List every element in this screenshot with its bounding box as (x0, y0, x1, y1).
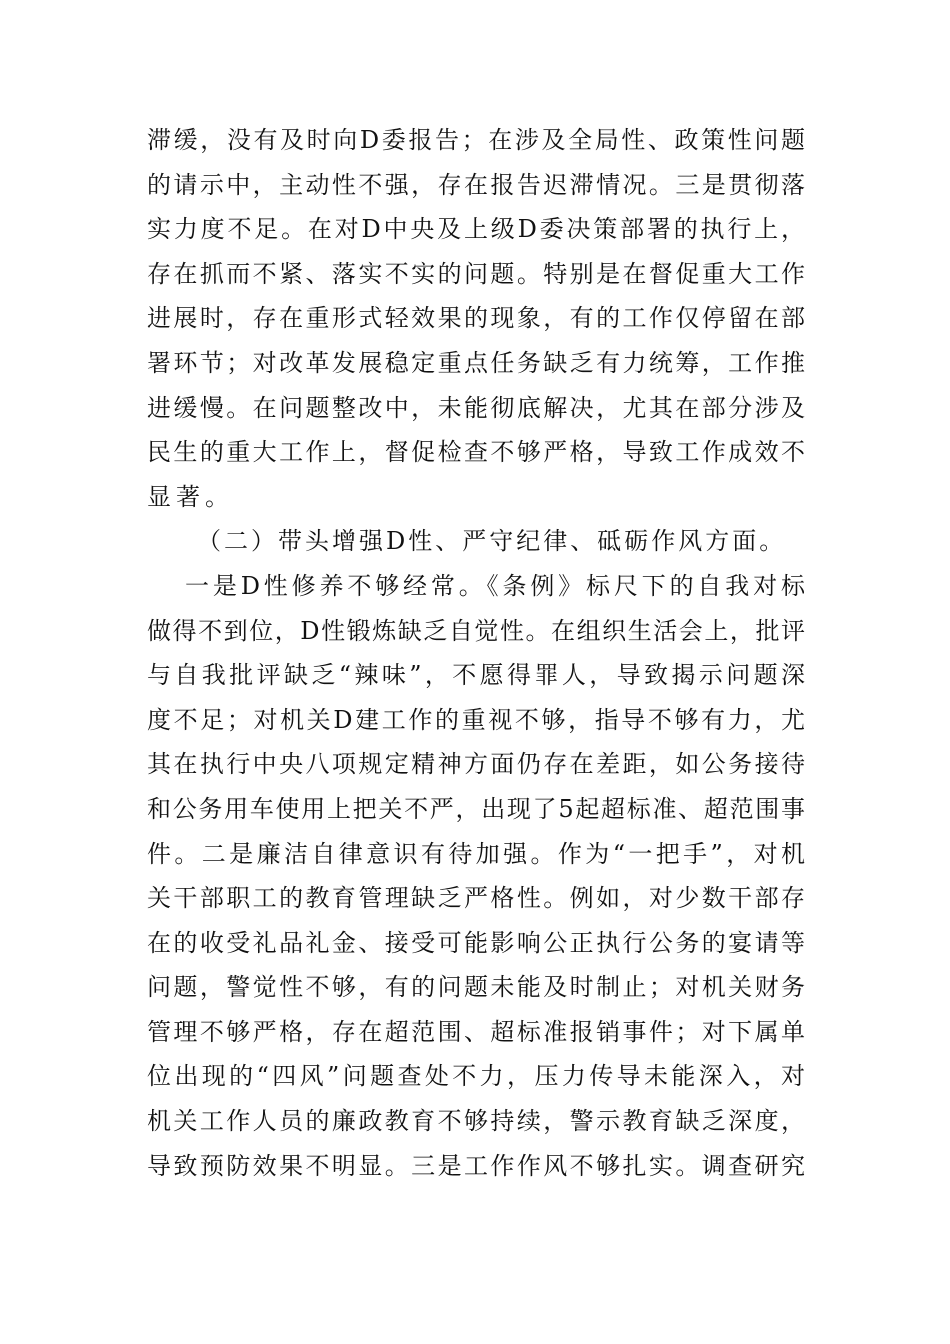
text-line: 存在抓而不紧、落实不实的问题。特别是在督促重大工作 (147, 259, 805, 288)
paragraph-2 (147, 564, 805, 1188)
text-line: 管理不够严格，存在超范围、超标准报销事件；对下属单 (147, 1017, 805, 1046)
text-line: 滞缓，没有及时向D委报告；在涉及全局性、政策性问题 (147, 126, 805, 154)
text-line: 进展时，存在重形式轻效果的现象，有的工作仅停留在部 (147, 304, 805, 333)
text-line: 署环节；对改革发展稳定重点任务缺乏有力统筹，工作推 (147, 348, 805, 377)
text-line: 实力度不足。在对D中央及上级D委决策部署的执行上， (147, 215, 805, 244)
text-line: 关干部职工的教育管理缺乏严格性。例如，对少数干部存 (147, 884, 805, 913)
text-line: 显著。 (147, 482, 234, 511)
text-line: 件。二是廉洁自律意识有待加强。作为“一把手”，对机 (147, 839, 805, 868)
text-line: 其在执行中央八项规定精神方面仍存在差距，如公务接待 (147, 750, 805, 779)
text-line: 导致预防效果不明显。三是工作作风不够扎实。调查研究 (147, 1151, 805, 1180)
text-line: 位出现的“四风”问题查处不力，压力传导未能深入，对 (147, 1062, 805, 1091)
text-line: 一是D性修养不够经常。《条例》标尺下的自我对标 (185, 571, 805, 600)
document-page (147, 118, 805, 1188)
text-line: 与自我批评缺乏“辣味”，不愿得罪人，导致揭示问题深 (147, 661, 805, 690)
text-line: 度不足；对机关D建工作的重视不够，指导不够有力，尤 (147, 705, 805, 734)
text-line: 机关工作人员的廉政教育不够持续，警示教育缺乏深度， (147, 1107, 805, 1136)
text-line: 问题，警觉性不够，有的问题未能及时制止；对机关财务 (147, 973, 805, 1002)
text-line: 民生的重大工作上，督促检查不够严格，导致工作成效不 (147, 438, 805, 467)
text-line: 做得不到位，D性锻炼缺乏自觉性。在组织生活会上，批评 (147, 616, 805, 645)
text-line: 的请示中，主动性不强，存在报告迟滞情况。三是贯彻落 (147, 170, 805, 199)
paragraph-1 (147, 118, 805, 519)
text-line: 进缓慢。在问题整改中，未能彻底解决，尤其在部分涉及 (147, 393, 805, 422)
text-line: 和公务用车使用上把关不严，出现了5起超标准、超范围事 (147, 794, 805, 823)
text-line: 在的收受礼品礼金、接受可能影响公正执行公务的宴请等 (147, 928, 805, 957)
section-heading: （二）带头增强D性、严守纪律、砥砺作风方面。 (197, 527, 787, 556)
